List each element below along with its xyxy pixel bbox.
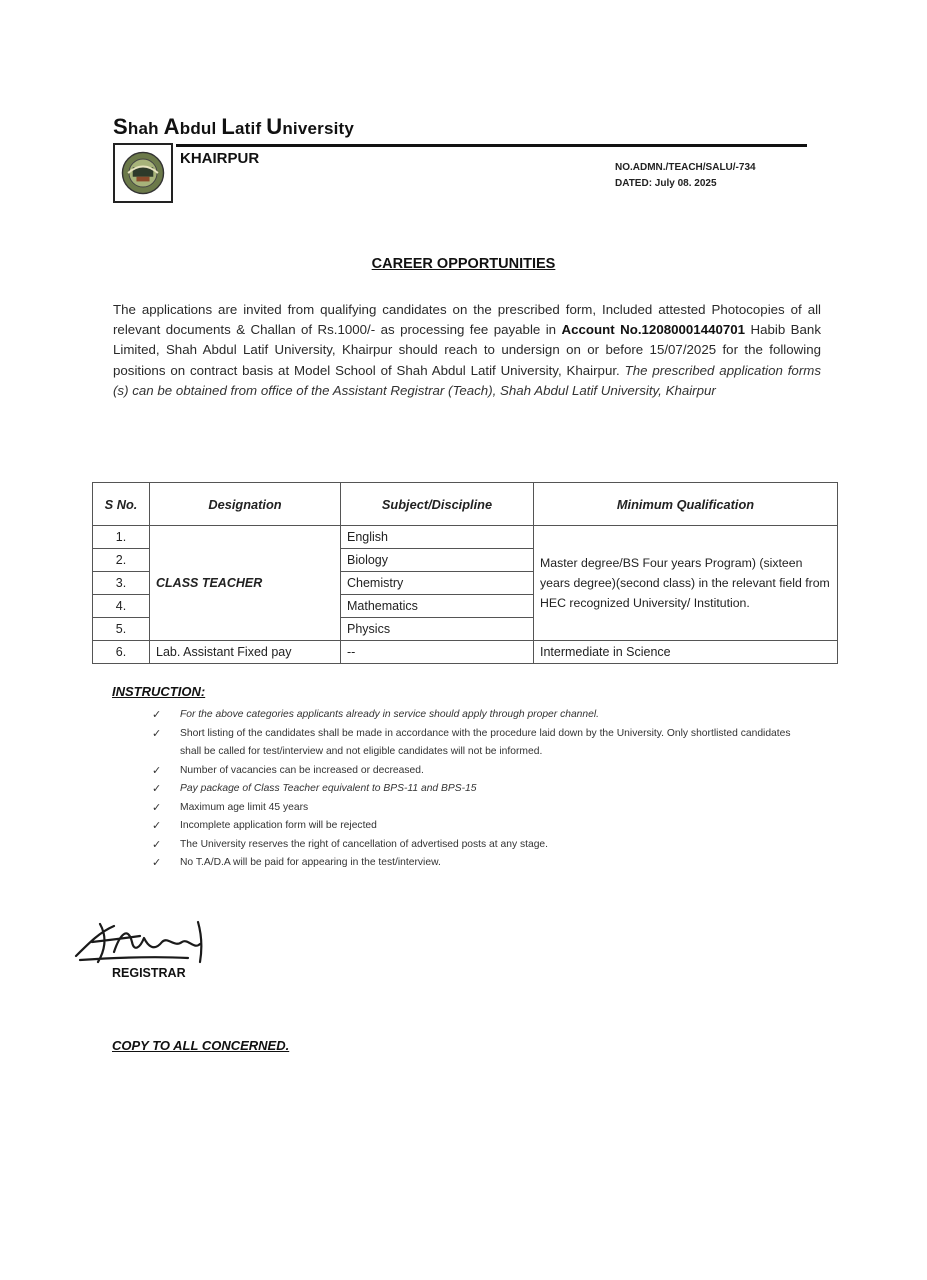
cell-subject: English	[341, 526, 534, 549]
positions-table	[92, 482, 838, 664]
copy-to-all: COPY TO ALL CONCERNED.	[112, 1038, 290, 1053]
cell-sno: 3.	[93, 572, 150, 595]
reference-number: NO.ADMN./TEACH/SALU/-734	[615, 162, 756, 173]
check-icon: ✓	[152, 709, 162, 721]
table-header-row	[93, 483, 838, 526]
header-subject: Subject/Discipline	[341, 483, 534, 526]
cell-sno: 6.	[93, 641, 150, 664]
university-logo	[113, 143, 173, 203]
cell-qualification: Intermediate in Science	[534, 641, 838, 664]
cell-subject: Biology	[341, 549, 534, 572]
check-icon: ✓	[152, 764, 162, 777]
body-paragraph: The applications are invited from qualifying candidates on the prescribed form, Included attested Photocopies of all relevant documents & Challan of Rs.1000/- as processing fee payable in Account No.12080001440701 Habib Bank Limited, Shah Abdul Latif University, Khairpur should reach to undersign on or before 15/07/2025 for the following positions on contract basis at Model School of Shah Abdul Latif University, Khairpur. The prescribed application forms (s) can be obtained from office of the Assistant Registrar (Teach), Shah Abdul Latif University, Khairpur	[113, 302, 821, 398]
list-item: ✓ Maximum age limit 45 years	[152, 799, 812, 818]
check-icon: ✓	[152, 820, 162, 832]
cell-subject: --	[341, 641, 534, 664]
list-item: ✓ Pay package of Class Teacher equivalent to BPS-11 and BPS-15	[152, 780, 812, 799]
header-rule	[176, 144, 807, 147]
university-logo-icon	[115, 145, 171, 201]
cell-sno: 2.	[93, 549, 150, 572]
check-icon: ✓	[152, 727, 162, 740]
account-number: Account No.12080001440701	[561, 322, 746, 338]
list-item: ✓ No T.A/D.A will be paid for appearing in the test/interview.	[152, 854, 812, 873]
reference-block	[615, 160, 756, 192]
registrar-label: REGISTRAR	[112, 966, 186, 980]
cell-designation-class-teacher: CLASS TEACHER	[150, 526, 341, 641]
cell-sno: 5.	[93, 618, 150, 641]
check-icon: ✓	[152, 801, 162, 814]
header-qualification: Minimum Qualification	[534, 483, 838, 526]
forms-note: The prescribed application forms (s) can be obtained from office of the Assistant Registrar (Teach), Shah Abdul Latif University, Khairpur	[113, 362, 821, 398]
list-item: ✓ Incomplete application form will be rejected	[152, 817, 812, 836]
table-row	[93, 641, 838, 664]
instructions-heading: INSTRUCTION:	[112, 684, 206, 699]
table-row	[93, 526, 838, 549]
cell-designation: Lab. Assistant Fixed pay	[150, 641, 341, 664]
header-sno: S No.	[93, 483, 150, 526]
university-name: Shah Abdul Latif University	[113, 114, 355, 139]
list-item: ✓ The University reserves the right of cancellation of advertised posts at any stage.	[152, 836, 812, 855]
list-item: ✓ Short listing of the candidates shall be made in accordance with the procedure laid down by the University. Only shortlisted candidates shall be called for test/interview and not eligible candidates will not be informed.	[152, 725, 812, 762]
instructions-list	[152, 706, 812, 873]
cell-teacher-qualification: Master degree/BS Four years Program) (sixteen years degree)(second class) in the relevant field from HEC recognized University/ Institution.	[534, 526, 838, 641]
header-designation: Designation	[150, 483, 341, 526]
cell-subject: Physics	[341, 618, 534, 641]
date-line: DATED: July 08. 2025	[615, 178, 717, 189]
check-icon: ✓	[152, 783, 162, 795]
check-icon: ✓	[152, 857, 162, 869]
registrar-signature	[70, 912, 230, 972]
cell-sno: 4.	[93, 595, 150, 618]
list-item: ✓ For the above categories applicants already in service should apply through proper channel.	[152, 706, 812, 725]
list-item: ✓ Number of vacancies can be increased or decreased.	[152, 762, 812, 781]
cell-subject: Chemistry	[341, 572, 534, 595]
city-name: KHAIRPUR	[180, 150, 260, 167]
cell-sno: 1.	[93, 526, 150, 549]
cell-subject: Mathematics	[341, 595, 534, 618]
check-icon: ✓	[152, 838, 162, 851]
document-title: CAREER OPPORTUNITIES	[371, 256, 556, 272]
